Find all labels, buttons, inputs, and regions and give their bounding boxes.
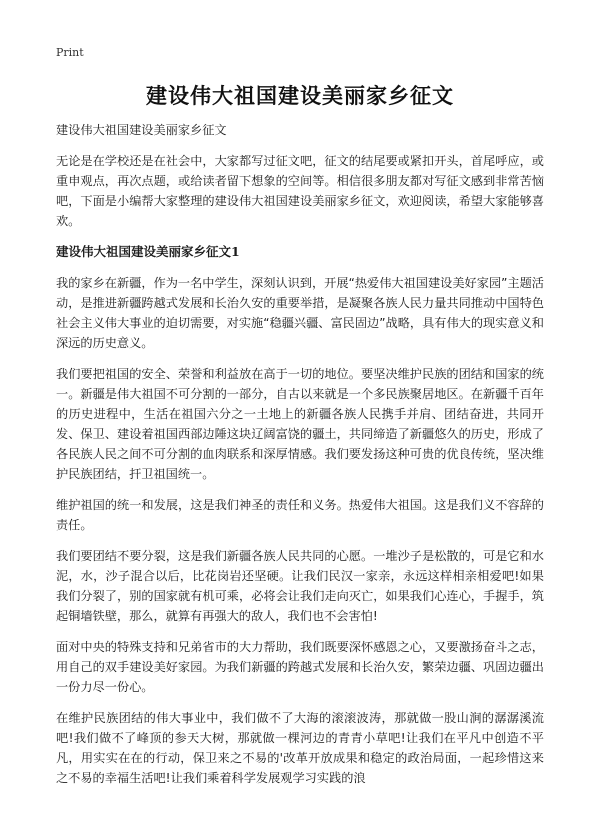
- body-paragraph: 我们要把祖国的安全、荣誉和利益放在高于一切的地位。要坚决维护民族的团结和国家的统一。新疆是伟大祖国不可分割的一部分，自古以来就是一个多民族聚居地区。在新疆千百年的历史进程中，生活在祖国六分之一土地上的新疆各族人民携手并肩、团结奋进，共同开发、保卫、建设着祖国西部边陲这块辽阔富饶的疆土，共同缔造了新疆悠久的历史，形成了各民族人民之间不可分割的血肉联系和深厚情感。我们要发扬这种可贵的优良传统，坚决维护民族团结，扞卫祖国统一。: [56, 367, 544, 481]
- body-paragraph: 我的家乡在新疆，作为一名中学生，深刻认识到，开展“热爱伟大祖国建设美好家园”主题活动，是推进新疆跨越式发展和长治久安的重要举措，是凝聚各族人民力量共同推动中国特色社会主义伟大事业的迫切需要，对实施“稳疆兴疆、富民固边”战略，具有伟大的现实意义和深远的历史意义。: [56, 276, 544, 350]
- document-title: 建设伟大祖国建设美丽家乡征文: [146, 84, 454, 108]
- body-paragraph: 在维护民族团结的伟大事业中，我们做不了大海的滚滚波涛，那就做一股山涧的潺潺溪流吧!我们做不了峰顶的参天大树，那就做一棵河边的青青小草吧!让我们在平凡中创造不平凡，用实实在在的行动，保卫来之不易的'改革开放成果和稳定的政治局面，一起珍惜这来之不易的幸福生活吧!让我们乘着科学发展观学习实践的浪: [56, 711, 544, 785]
- article-subtitle: 建设伟大祖国建设美丽家乡征文: [56, 123, 227, 137]
- body-paragraph: 维护祖国的统一和发展，这是我们神圣的责任和义务。热爱伟大祖国。这是我们义不容辞的责任。: [56, 498, 544, 532]
- intro-paragraph: 无论是在学校还是在社会中，大家都写过征文吧，征文的结尾要或紧扣开头，首尾呼应，或重申观点，再次点题，或给读者留下想象的空间等。相信很多朋友都对写征文感到非常苦恼吧，下面是小编帮大家整理的建设伟大祖国建设美丽家乡征文，欢迎阅读，希望大家能够喜欢。: [56, 154, 544, 228]
- body-paragraph: 面对中央的特殊支持和兄弟省市的大力帮助，我们既要深怀感恩之心，又要激扬奋斗之志，用自己的双手建设美好家园。为我们新疆的跨越式发展和长治久安，繁荣边疆、巩固边疆出一份力尽一份心。: [56, 640, 544, 694]
- article-body: [56, 120, 544, 799]
- body-paragraph: 我们要团结不要分裂，这是我们新疆各族人民共同的心愿。一堆沙子是松散的，可是它和水泥，水，沙子混合以后，比花岗岩还坚硬。让我们民汉一家亲，永远这样相亲相爱吧!如果我们分裂了，别的国家就有机可乘，必将会让我们走向灭亡，如果我们心连心，手握手，筑起铜墙铁壁，那么，就算有再强大的敌人，我们也不会害怕!: [56, 549, 544, 623]
- section-heading: 建设伟大祖国建设美丽家乡征文1: [56, 244, 240, 259]
- print-link[interactable]: Print: [56, 46, 84, 59]
